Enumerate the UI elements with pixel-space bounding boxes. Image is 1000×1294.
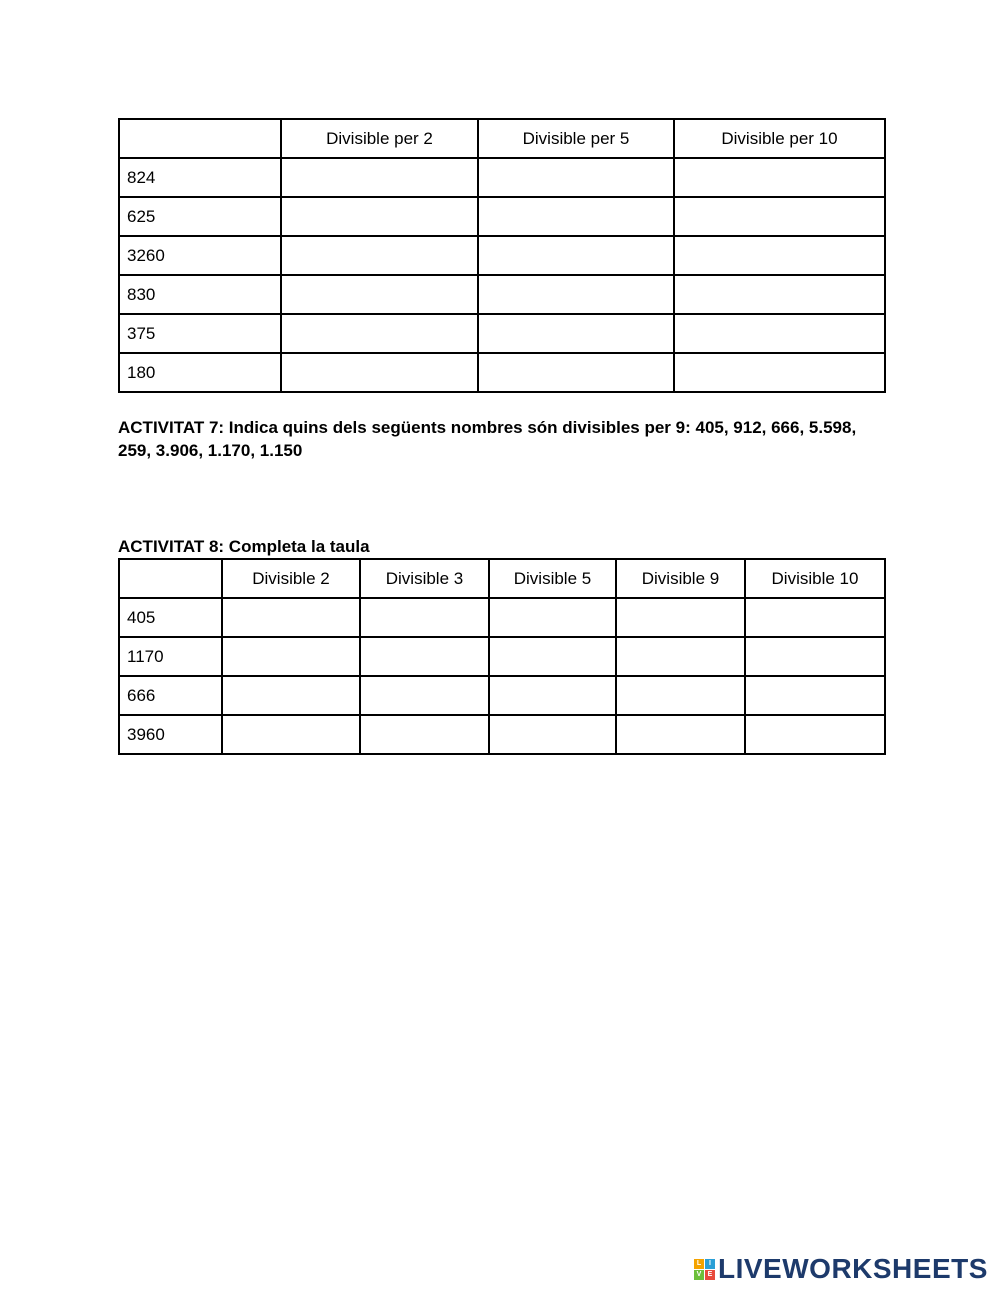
table-row [119, 275, 885, 314]
answer-cell[interactable] [616, 598, 745, 637]
header-cell: Divisible 5 [489, 559, 616, 598]
logo-text: LIVEWORKSHEETS [718, 1253, 988, 1284]
header-cell: Divisible per 5 [478, 119, 674, 158]
number-cell: 405 [119, 598, 222, 637]
number-cell: 180 [119, 353, 281, 392]
table-row [119, 197, 885, 236]
header-cell [119, 119, 281, 158]
number-cell: 625 [119, 197, 281, 236]
answer-cell[interactable] [222, 637, 360, 676]
answer-cell[interactable] [478, 353, 674, 392]
answer-cell[interactable] [674, 236, 885, 275]
answer-cell[interactable] [281, 353, 478, 392]
answer-cell[interactable] [674, 353, 885, 392]
table-row [119, 598, 885, 637]
answer-cell[interactable] [281, 236, 478, 275]
answer-cell[interactable] [360, 637, 489, 676]
number-cell: 3960 [119, 715, 222, 754]
answer-cell[interactable] [616, 715, 745, 754]
answer-cell[interactable] [489, 637, 616, 676]
table-row [119, 676, 885, 715]
answer-cell[interactable] [360, 676, 489, 715]
table-header-row [119, 119, 885, 158]
table-row [119, 637, 885, 676]
table-row [119, 236, 885, 275]
logo-block: E [705, 1270, 715, 1280]
answer-cell[interactable] [489, 676, 616, 715]
answer-cell[interactable] [674, 314, 885, 353]
number-cell: 3260 [119, 236, 281, 275]
answer-cell[interactable] [478, 158, 674, 197]
number-cell: 375 [119, 314, 281, 353]
answer-cell[interactable] [281, 197, 478, 236]
number-cell: 830 [119, 275, 281, 314]
table-row [119, 715, 885, 754]
answer-cell[interactable] [478, 236, 674, 275]
answer-cell[interactable] [616, 676, 745, 715]
number-cell: 824 [119, 158, 281, 197]
table-row [119, 158, 885, 197]
activity-7-instructions: ACTIVITAT 7: Indica quins dels següents nombres són divisibles per 9: 405, 912, 666, 5.598, 259, 3.906, 1.170, 1.150 [118, 418, 857, 460]
answer-cell[interactable] [360, 715, 489, 754]
header-cell: Divisible 9 [616, 559, 745, 598]
answer-cell[interactable] [281, 158, 478, 197]
divisibility-table-activity-8 [118, 558, 886, 755]
logo-blocks-icon [694, 1259, 715, 1280]
table-header-row [119, 559, 885, 598]
logo-block: L [694, 1259, 704, 1269]
answer-cell[interactable] [745, 715, 885, 754]
answer-cell[interactable] [281, 314, 478, 353]
logo-block: I [705, 1259, 715, 1269]
answer-cell[interactable] [745, 598, 885, 637]
answer-cell[interactable] [360, 598, 489, 637]
header-cell: Divisible 3 [360, 559, 489, 598]
number-cell: 666 [119, 676, 222, 715]
answer-cell[interactable] [281, 275, 478, 314]
answer-cell[interactable] [478, 275, 674, 314]
table-row [119, 353, 885, 392]
answer-cell[interactable] [222, 676, 360, 715]
answer-cell[interactable] [674, 158, 885, 197]
header-cell: Divisible 2 [222, 559, 360, 598]
answer-cell[interactable] [674, 275, 885, 314]
answer-cell[interactable] [478, 314, 674, 353]
answer-cell[interactable] [222, 715, 360, 754]
answer-cell[interactable] [674, 197, 885, 236]
number-cell: 1170 [119, 637, 222, 676]
liveworksheets-logo [694, 1253, 988, 1284]
header-cell [119, 559, 222, 598]
header-cell: Divisible 10 [745, 559, 885, 598]
answer-cell[interactable] [745, 637, 885, 676]
answer-cell[interactable] [478, 197, 674, 236]
activity-8-title: ACTIVITAT 8: Completa la taula [118, 537, 370, 556]
logo-block: V [694, 1270, 704, 1280]
answer-cell[interactable] [222, 598, 360, 637]
answer-cell[interactable] [745, 676, 885, 715]
header-cell: Divisible per 2 [281, 119, 478, 158]
divisibility-table-activity-6 [118, 118, 886, 393]
header-cell: Divisible per 10 [674, 119, 885, 158]
answer-cell[interactable] [616, 637, 745, 676]
table-row [119, 314, 885, 353]
answer-cell[interactable] [489, 715, 616, 754]
answer-cell[interactable] [489, 598, 616, 637]
